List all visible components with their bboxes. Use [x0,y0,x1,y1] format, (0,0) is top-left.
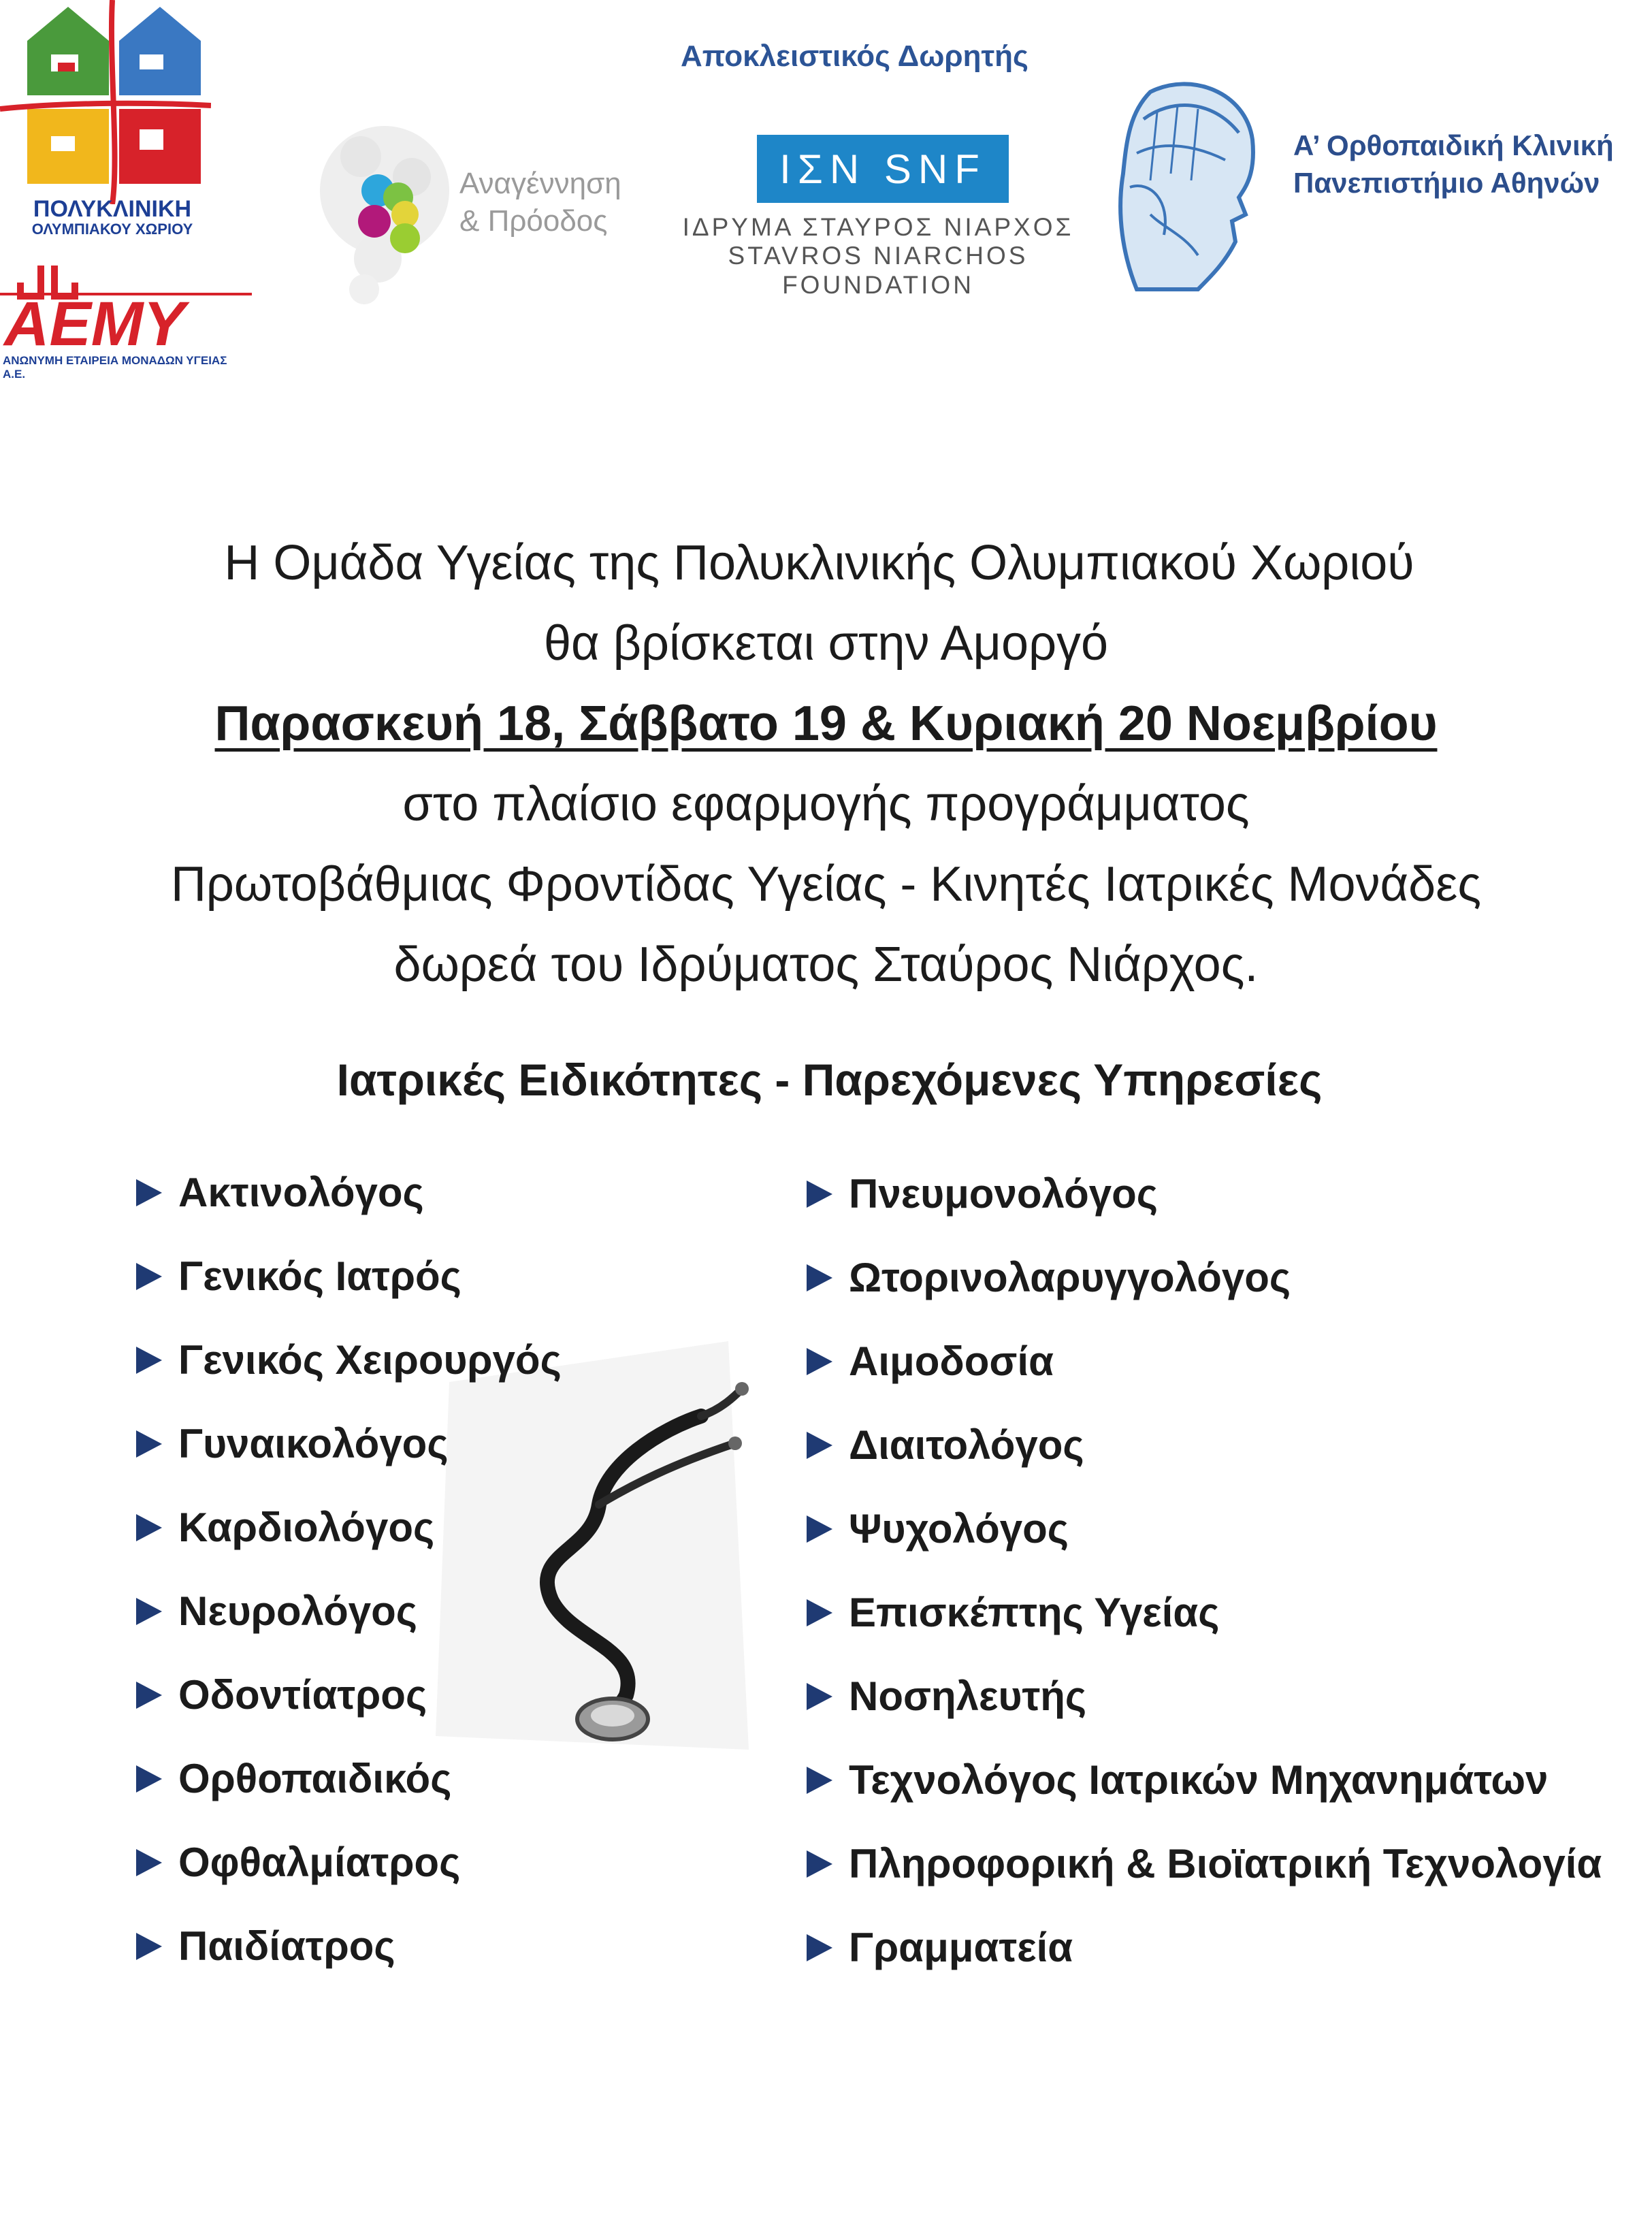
service-label: Νευρολόγος [178,1588,418,1634]
list-item [136,1151,562,1234]
service-label: Καρδιολόγος [178,1505,435,1550]
university-line-2: Πανεπιστήμιο Αθηνών [1293,167,1600,199]
arrow-bullet-icon [136,1933,162,1960]
arrow-bullet-icon [136,1179,162,1206]
service-label: Ορθοπαιδικός [178,1756,452,1801]
announcement-line-6: δωρεά του Ιδρύματος Σταύρος Νιάρχος. [393,937,1259,992]
announcement-line-4: στο πλαίσιο εφαρμογής προγράμματος [402,777,1250,831]
services-list-left [136,1151,562,1988]
aemy-wordmark: AEMY [4,289,185,351]
arrow-bullet-icon [807,1683,832,1710]
service-label: Πνευμονολόγος [849,1171,1158,1217]
list-item [807,1487,1602,1571]
list-item [807,1738,1602,1822]
list-item [807,1236,1602,1319]
list-item [136,1402,562,1486]
anagennisi-logo [310,102,636,320]
service-label: Γενικός Ιατρός [178,1253,461,1299]
arrow-bullet-icon [136,1598,162,1625]
list-item [807,1822,1602,1906]
anagennisi-name: Αναγέννηση [459,167,621,200]
arrow-bullet-icon [807,1767,832,1794]
arrow-bullet-icon [807,1348,832,1375]
arrow-bullet-icon [807,1850,832,1878]
arrow-bullet-icon [136,1263,162,1290]
service-label: Γραμματεία [849,1925,1073,1970]
list-item [136,1904,562,1988]
arrow-bullet-icon [136,1765,162,1793]
snf-line-english-1: STAVROS NIARCHOS [728,242,1029,270]
list-item [136,1318,562,1402]
list-item [136,1653,562,1737]
aemy-subtitle: ΑΝΩΝΥΜΗ ΕΤΑΙΡΕΙΑ ΜΟΝΑΔΩΝ ΥΓΕΙΑΣ Α.Ε. [3,354,227,381]
list-item [807,1654,1602,1738]
arrow-bullet-icon [136,1430,162,1458]
announcement-dates [0,684,1652,764]
service-label: Παιδίατρος [178,1923,395,1969]
service-label: Διαιτολόγος [849,1422,1084,1468]
services-list-right [807,1152,1602,1989]
polyclinic-subtitle: ΟΛΥΜΠΙΑΚΟΥ ΧΩΡΙΟΥ [31,221,193,238]
announcement-line-2: θα βρίσκεται στην Αμοργό [543,616,1109,671]
announcement-line-1: Η Ομάδα Υγείας της Πολυκλινικής Ολυμπιακού Χωριού [224,536,1414,590]
list-item [136,1820,562,1904]
athena-head-icon [1110,78,1259,296]
service-label: Οφθαλμίατρος [178,1840,461,1885]
announcement-block [0,523,1652,1005]
aemy-logo [0,262,252,381]
service-label: Οδοντίατρος [178,1672,427,1718]
list-item [136,1486,562,1569]
announcement-line-5: Πρωτοβάθμιας Φροντίδας Υγείας - Κινητές Ιατρικές Μονάδες [170,857,1482,912]
list-item [136,1569,562,1653]
list-item [136,1234,562,1318]
polyclinic-logo [0,0,211,245]
arrow-bullet-icon [136,1514,162,1541]
arrow-bullet-icon [807,1515,832,1543]
service-label: Πληροφορική & Βιοϊατρική Τεχνολογία [849,1841,1602,1886]
service-label: Γενικός Χειρουργός [178,1337,562,1383]
donor-label: Αποκλειστικός Δωρητής [681,39,1029,73]
arrow-bullet-icon [807,1181,832,1208]
snf-line-greek: ΙΔΡΥΜΑ ΣΤΑΥΡΟΣ ΝΙΑΡΧΟΣ [682,213,1074,241]
arrow-bullet-icon [136,1849,162,1876]
anagennisi-circles-icon [310,102,466,320]
service-label: Επισκέπτης Υγείας [849,1590,1220,1635]
polyclinic-houses-icon [0,0,211,204]
list-item [807,1152,1602,1236]
list-item [807,1906,1602,1989]
service-label: Τεχνολόγος Ιατρικών Μηχανημάτων [849,1757,1549,1803]
list-item [807,1571,1602,1654]
university-line-1: Α’ Ορθοπαιδική Κλινική [1293,129,1614,161]
service-label: Ωτορινολαρυγγολόγος [849,1255,1291,1300]
arrow-bullet-icon [807,1264,832,1291]
list-item [136,1737,562,1820]
dates-text: Παρασκευή 18, Σάββατο 19 & Κυριακή 20 Νοεμβρίου [214,696,1438,751]
arrow-bullet-icon [807,1432,832,1459]
polyclinic-name: ΠΟΛΥΚΛΙΝΙΚΗ [33,196,192,222]
aemy-logo-mark [0,262,252,351]
arrow-bullet-icon [807,1934,832,1961]
services-title: Ιατρικές Ειδικότητες - Παρεχόμενες Υπηρεσίες [336,1055,1323,1105]
service-label: Ψυχολόγος [849,1506,1069,1552]
list-item [807,1403,1602,1487]
list-item [807,1319,1602,1403]
snf-logo-mark: ΙΣΝ SNF [757,135,1009,203]
arrow-bullet-icon [807,1599,832,1626]
service-label: Ακτινολόγος [178,1170,424,1215]
service-label: Γυναικολόγος [178,1421,449,1466]
anagennisi-subtitle: & Πρόοδος [459,204,608,238]
service-label: Αιμοδοσία [849,1338,1054,1384]
snf-line-english-2: FOUNDATION [782,271,974,299]
arrow-bullet-icon [136,1347,162,1374]
service-label: Νοσηλευτής [849,1673,1087,1719]
arrow-bullet-icon [136,1682,162,1709]
